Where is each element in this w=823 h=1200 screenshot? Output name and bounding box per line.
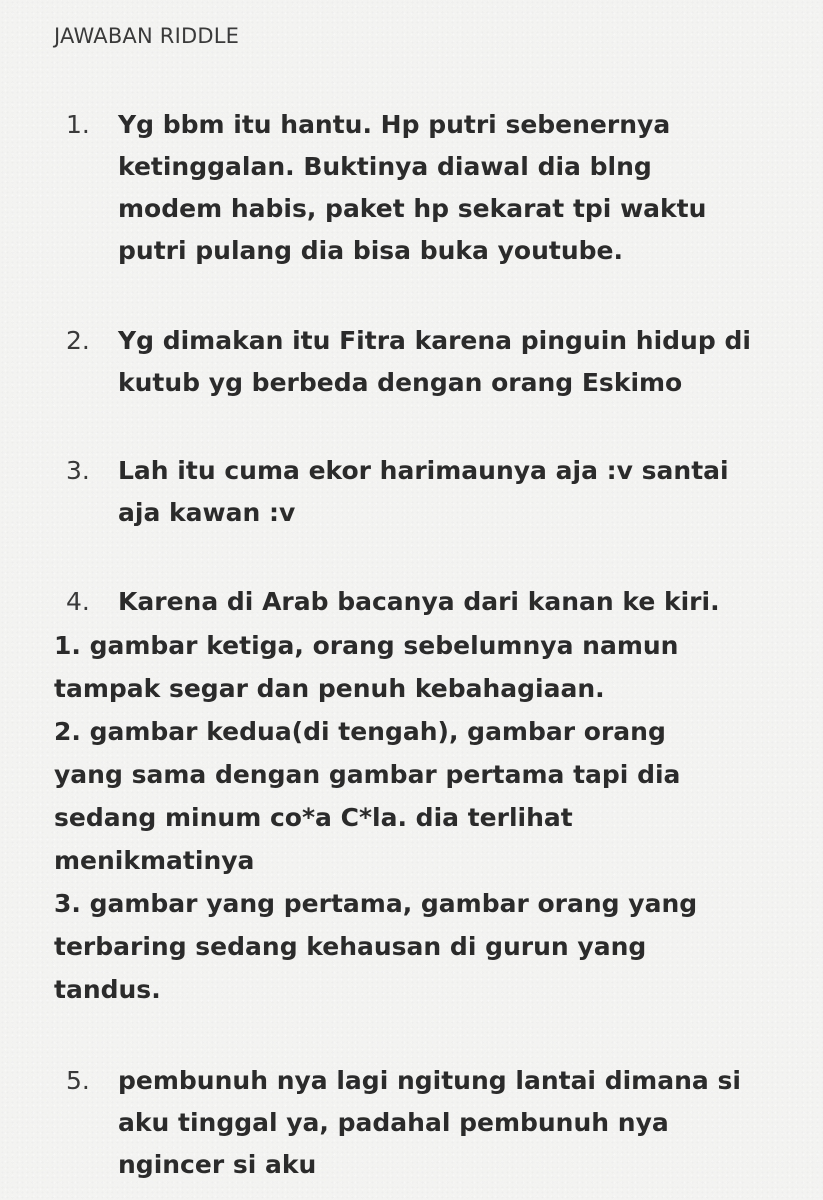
answer-line: putri pulang dia bisa buka youtube. [118,236,623,265]
answer-number: 3. [66,456,90,485]
answer-number: 4. [66,587,90,616]
answer-line: Yg bbm itu hantu. Hp putri sebenernya [118,110,671,139]
answer-text [118,320,786,404]
detail-line: 1. gambar ketiga, orang sebelumnya namun [54,631,679,660]
answer-number: 1. [66,110,90,139]
answer-number: 2. [66,326,90,355]
answer-line: Lah itu cuma ekor harimaunya aja :v santai [118,456,729,485]
answer-4-detail [54,624,814,1011]
answer-line: Karena di Arab bacanya dari kanan ke kiri. [118,587,720,616]
answer-item-2 [66,320,786,404]
detail-line: yang sama dengan gambar pertama tapi dia [54,760,681,789]
detail-line: terbaring sedang kehausan di gurun yang [54,932,647,961]
answer-line: modem habis, paket hp sekarat tpi waktu [118,194,707,223]
detail-line: tandus. [54,975,161,1004]
answer-text [118,581,786,623]
answer-line: Yg dimakan itu Fitra karena pinguin hidup di [118,326,751,355]
answer-text [118,450,786,534]
detail-line: 2. gambar kedua(di tengah), gambar orang [54,717,666,746]
answer-line: aku tinggal ya, padahal pembunuh nya [118,1108,669,1137]
answer-line: aja kawan :v [118,498,296,527]
detail-line: tampak segar dan penuh kebahagiaan. [54,674,605,703]
answer-item-1 [66,104,786,272]
detail-line: menikmatinya [54,846,255,875]
detail-line: sedang minum co*a C*la. dia terlihat [54,803,573,832]
answer-line: kutub yg berbeda dengan orang Eskimo [118,368,683,397]
answer-item-3 [66,450,786,534]
answer-line: ngincer si aku [118,1150,317,1179]
answer-text [118,104,786,272]
answer-line: pembunuh nya lagi ngitung lantai dimana si [118,1066,741,1095]
detail-line: 3. gambar yang pertama, gambar orang yang [54,889,698,918]
answer-item-4 [66,581,786,623]
answer-number: 5. [66,1066,90,1095]
answer-item-5 [66,1060,786,1186]
answer-line: ketinggalan. Buktinya diawal dia blng [118,152,652,181]
answer-text [118,1060,786,1186]
note-title: JAWABAN RIDDLE [54,24,240,48]
